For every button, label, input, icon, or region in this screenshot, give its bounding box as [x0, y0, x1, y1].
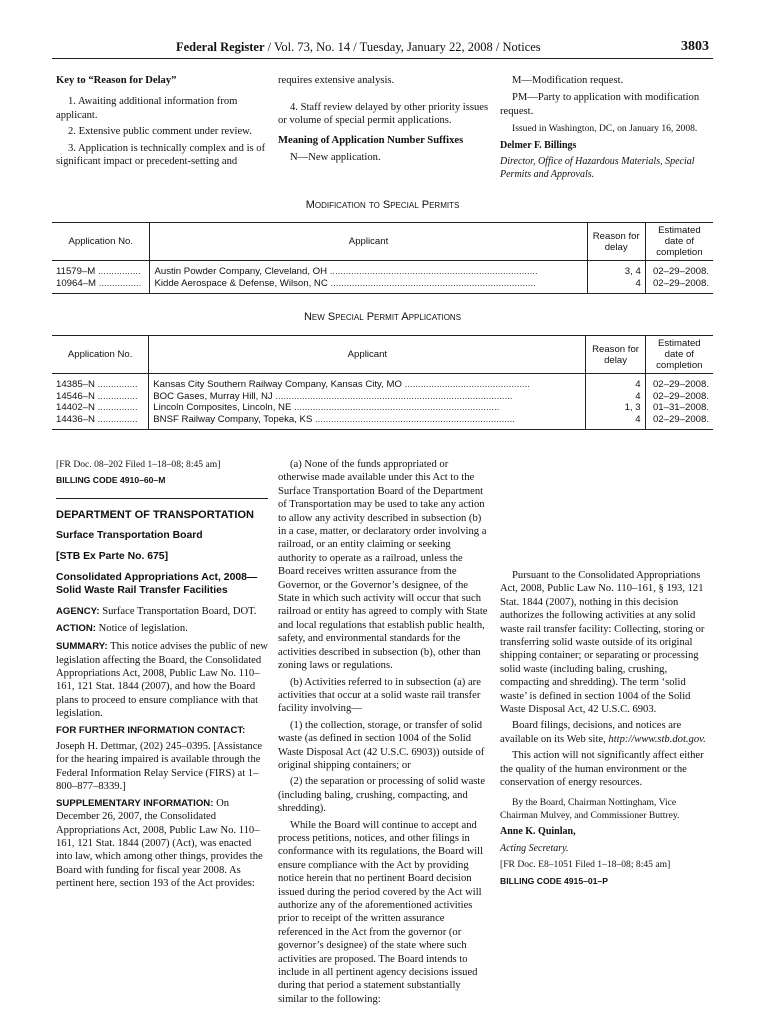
reason: 3, 4	[587, 261, 645, 278]
applicant: BOC Gases, Murray Hill, NJ	[153, 390, 273, 402]
suffix-column	[500, 74, 712, 185]
completion-date: 02–29–2008.	[645, 391, 713, 403]
applicant-cell: BNSF Railway Company, Topeka, KS ...........................................................................	[149, 414, 586, 430]
col-header-applicant: Applicant	[149, 336, 586, 374]
col-header-reason: Reason for delay	[586, 336, 645, 374]
key-item-2: 2. Extensive public comment under review.	[68, 126, 252, 138]
new-permits-table	[52, 335, 713, 430]
key-item-3-cont	[278, 74, 490, 101]
paragraph-a: (a) None of the funds appropriated or otherwise made available under this Act to the Surface Transportation Board of the Department of Transportation may be used to take any action to allow any activity described in subsection (b) in a case, matter, or declaratory order involving a railroad, or an entity claiming or seeking authority to operate as a railroad, unless the Board receives written assurance from the Governor, or the Governor’s designee, of the State in which such activity will occur that such railroad or entity has agreed to comply with State and local regulations that establish public health, safety, and environmental standards for the activities described in subsection (b), other than zoning laws or regulations.	[278, 459, 488, 672]
notice-column-3	[500, 458, 712, 891]
completion-date: 02–29–2008.	[645, 414, 713, 430]
reason: 4	[586, 391, 645, 403]
contact-label: FOR FURTHER INFORMATION CONTACT:	[56, 724, 246, 736]
running-head	[176, 40, 541, 55]
app-no: 14546–N	[56, 390, 95, 402]
applicant-cell: Lincoln Composites, Lincoln, NE .............................................................................	[149, 402, 586, 414]
action-line	[56, 622, 268, 635]
col-header-reason: Reason for delay	[587, 223, 645, 261]
key-heading: Key to “Reason for Delay”	[56, 75, 177, 86]
contact-label-line	[56, 724, 268, 737]
supplementary	[56, 797, 268, 891]
signer-title: Director, Office of Hazardous Materials, Special Permits and Approvals.	[500, 156, 695, 181]
new-table-title	[52, 311, 713, 323]
suffix-new: N—New application.	[290, 152, 381, 164]
reason: 4	[587, 278, 645, 294]
app-no-cell: 14402–N ...............	[56, 402, 138, 413]
journal-name: Federal Register	[176, 40, 265, 54]
completion-date: 02–29–2008.	[645, 261, 713, 278]
reason: 4	[586, 414, 645, 430]
agency-line	[56, 605, 268, 618]
key-item-1: 1. Awaiting additional information from applicant.	[56, 96, 238, 121]
applicant-cell: BOC Gases, Murray Hill, NJ .........................................................................................	[149, 391, 586, 403]
page-header	[0, 40, 768, 60]
reason: 1, 3	[586, 402, 645, 414]
col-header-applicant: Applicant	[150, 223, 587, 261]
app-no-cell: 10964–M ................	[52, 278, 150, 294]
table-row	[52, 402, 713, 414]
fr-doc-1: [FR Doc. 08–202 Filed 1–18–08; 8:45 am]	[56, 459, 221, 470]
contact-text: Joseph H. Dettmar, (202) 245–0395. [Assistance for the hearing impaired is available through the Federal Information Relay Service (FIRS) at 1–800–877–8339.]	[56, 741, 263, 793]
filings-text: Board filings, decisions, and notices are available on its Web site,	[500, 720, 682, 745]
notice-title: Consolidated Appropriations Act, 2008—Solid Waste Rail Transfer Facilities	[56, 571, 258, 596]
table-row	[52, 261, 713, 278]
supplementary-label: SUPPLEMENTARY INFORMATION:	[56, 797, 214, 809]
completion-date: 02–29–2008.	[645, 278, 713, 294]
applicant: Kansas City Southern Railway Company, Kansas City, MO	[153, 379, 402, 390]
notice-column-1	[56, 458, 268, 894]
paragraph-b2: (2) the separation or processing of solid waste (including baling, crushing, compacting, and shredding).	[278, 776, 486, 815]
billing-code-2: BILLING CODE 4915–01–P	[500, 875, 608, 886]
col-header-app-no: Application No.	[52, 223, 150, 261]
reason: 4	[586, 374, 645, 391]
new-table-title-text: New Special Permit Applications	[303, 311, 462, 323]
applicant: Kidde Aerospace & Defense, Wilson, NC	[154, 277, 328, 289]
page-number: 3803	[681, 39, 709, 54]
app-no-cell: 14385–N ...............	[56, 379, 138, 390]
key-column	[56, 74, 268, 169]
suffix-party: PM—Party to application with modification request.	[500, 92, 700, 117]
paragraph-b: (b) Activities referred to in subsection (a) are activities that occur at a solid waste rail transfer facility involving—	[278, 676, 481, 715]
billing-code-1: BILLING CODE 4910–60–M	[56, 475, 166, 486]
fr-doc-2: [FR Doc. E8–1051 Filed 1–18–08; 8:45 am]	[500, 859, 671, 871]
completion-date: 01–31–2008.	[645, 402, 713, 414]
suffix-heading: Meaning of Application Number Suffixes	[278, 134, 464, 146]
applicant-cell: Kansas City Southern Railway Company, Kansas City, MO ...............................................	[149, 374, 586, 391]
paragraph-filings	[500, 719, 712, 746]
paragraph-b1: (1) the collection, storage, or transfer of solid waste (as defined in section 1004 of the Solid Waste Disposal Act (42 U.S.C. 6903)) outside of original shipping containers; or	[278, 719, 485, 771]
paragraph-while: While the Board will continue to accept and process petitions, notices, and other filings in conformance with its regulations, the Board will ensure compliance with the Act by providing notice herein that no pertinent Board decision issued during the period covered by the Act will authorize any of the aforementioned activities prior to receipt of the written assurance referenced in the Act from the governor (or governor’s designee) of the state where such activities are proposed. The Board intends to include in all pertinent agency decisions issued during that period a statement substantially similar to the following:	[278, 819, 484, 1005]
supplementary-text: On December 26, 2007, the Consolidated Appropriations Act, 2008, Public Law No. 110–161, 121 Stat. 1844 (2007) (Act), was enacted into law, which among other things, provides the Board with funding for fiscal year 2008. As pertinent here, section 193 of the Act provides:	[56, 797, 263, 890]
agency-label: AGENCY:	[56, 606, 100, 618]
secretary-title: Acting Secretary.	[500, 842, 569, 854]
mod-table-title	[52, 199, 713, 211]
mod-table-title-text: Modification to Special Permits	[305, 199, 460, 211]
col-header-estimated: Estimated date of completion	[645, 223, 713, 261]
suffix-modification: M—Modification request.	[512, 75, 624, 86]
table-row	[52, 374, 713, 391]
summary-text: This notice advises the public of new legislation affecting the Board, the Consolidated Appropriations Act, 2008, Public Law No. 110–161, 121 Stat. 1844 (2007), and how the Board plans to proceed to ensure compliance with that legislation.	[56, 641, 268, 720]
key-item-4: 4. Staff review delayed by other priority issues or volume of special permit applications.	[278, 102, 489, 127]
signer-name: Delmer F. Billings	[500, 139, 577, 151]
col-header-app-no: Application No.	[52, 336, 149, 374]
action-value: Notice of legislation.	[98, 622, 188, 634]
completion-date: 02–29–2008.	[645, 374, 713, 391]
applicant: Austin Powder Company, Cleveland, OH	[154, 266, 328, 277]
table-row	[52, 391, 713, 403]
paragraph-pursuant: Pursuant to the Consolidated Appropriations Act, 2008, Public Law No. 110–161, § 193, 121 Stat. 1844 (2007), nothing in this decision authorizes the following activities at any solid waste rail transfer facility: Collecting, storing or transferring solid waste outside of its original shipping container; or separating or processing solid waste (including baling, crushing, compacting and shredding). The term ‘solid waste’ is defined in section 1004 of the Solid Waste Disposal Act, 42 U.S.C. 6903.	[500, 570, 705, 716]
applicant: BNSF Railway Company, Topeka, KS	[153, 413, 313, 425]
key-item-3-continued: requires extensive analysis.	[278, 74, 395, 86]
section-divider	[56, 498, 268, 499]
by-the-board: By the Board, Chairman Nottingham, Vice Chairman Mulvey, and Commissioner Buttrey.	[500, 796, 680, 821]
table-row	[52, 414, 713, 430]
app-no: 11579–M	[56, 266, 96, 277]
summary-label: SUMMARY:	[56, 641, 108, 653]
agency-value: Surface Transportation Board, DOT.	[102, 606, 257, 618]
applicant: Lincoln Composites, Lincoln, NE	[153, 402, 292, 413]
app-no: 10964–M	[56, 277, 97, 289]
app-no: 14436–N	[56, 413, 95, 425]
key-column-2	[278, 74, 490, 168]
docket-number: [STB Ex Parte No. 675]	[56, 551, 169, 563]
app-no: 14402–N	[56, 402, 95, 413]
app-no-cell: 11579–M ................	[56, 266, 141, 277]
action-label: ACTION:	[56, 622, 96, 634]
issue-info: / Vol. 73, No. 14 / Tuesday, January 22, 2008 / Notices	[264, 40, 541, 54]
app-no: 14385–N	[56, 379, 95, 390]
department-heading: DEPARTMENT OF TRANSPORTATION	[56, 508, 254, 521]
paragraph-environment: This action will not significantly affect either the quality of the human environment or the conservation of energy resources.	[500, 750, 704, 789]
notice-column-2	[278, 458, 490, 1008]
applicant-cell: Austin Powder Company, Cleveland, OH ..............................................................................	[150, 261, 587, 278]
website-link[interactable]: http://www.stb.dot.gov.	[608, 733, 706, 745]
paragraph-while-cont	[500, 458, 712, 566]
header-rule	[52, 58, 713, 59]
applicant-cell: Kidde Aerospace & Defense, Wilson, NC .............................................................................	[150, 278, 587, 294]
secretary-name: Anne K. Quinlan,	[500, 826, 576, 838]
key-item-3: 3. Application is technically complex and is of significant impact or precedent-setting and	[56, 142, 266, 168]
issued-line: Issued in Washington, DC, on January 16, 2008.	[512, 123, 698, 135]
app-no-cell: 14436–N ...............	[52, 414, 149, 430]
col-header-estimated: Estimated date of completion	[645, 336, 713, 374]
mod-permits-table	[52, 222, 713, 294]
agency-heading: Surface Transportation Board	[56, 530, 203, 542]
summary	[56, 640, 268, 720]
app-no-cell: 14546–N ...............	[56, 390, 138, 402]
table-row	[52, 278, 713, 294]
